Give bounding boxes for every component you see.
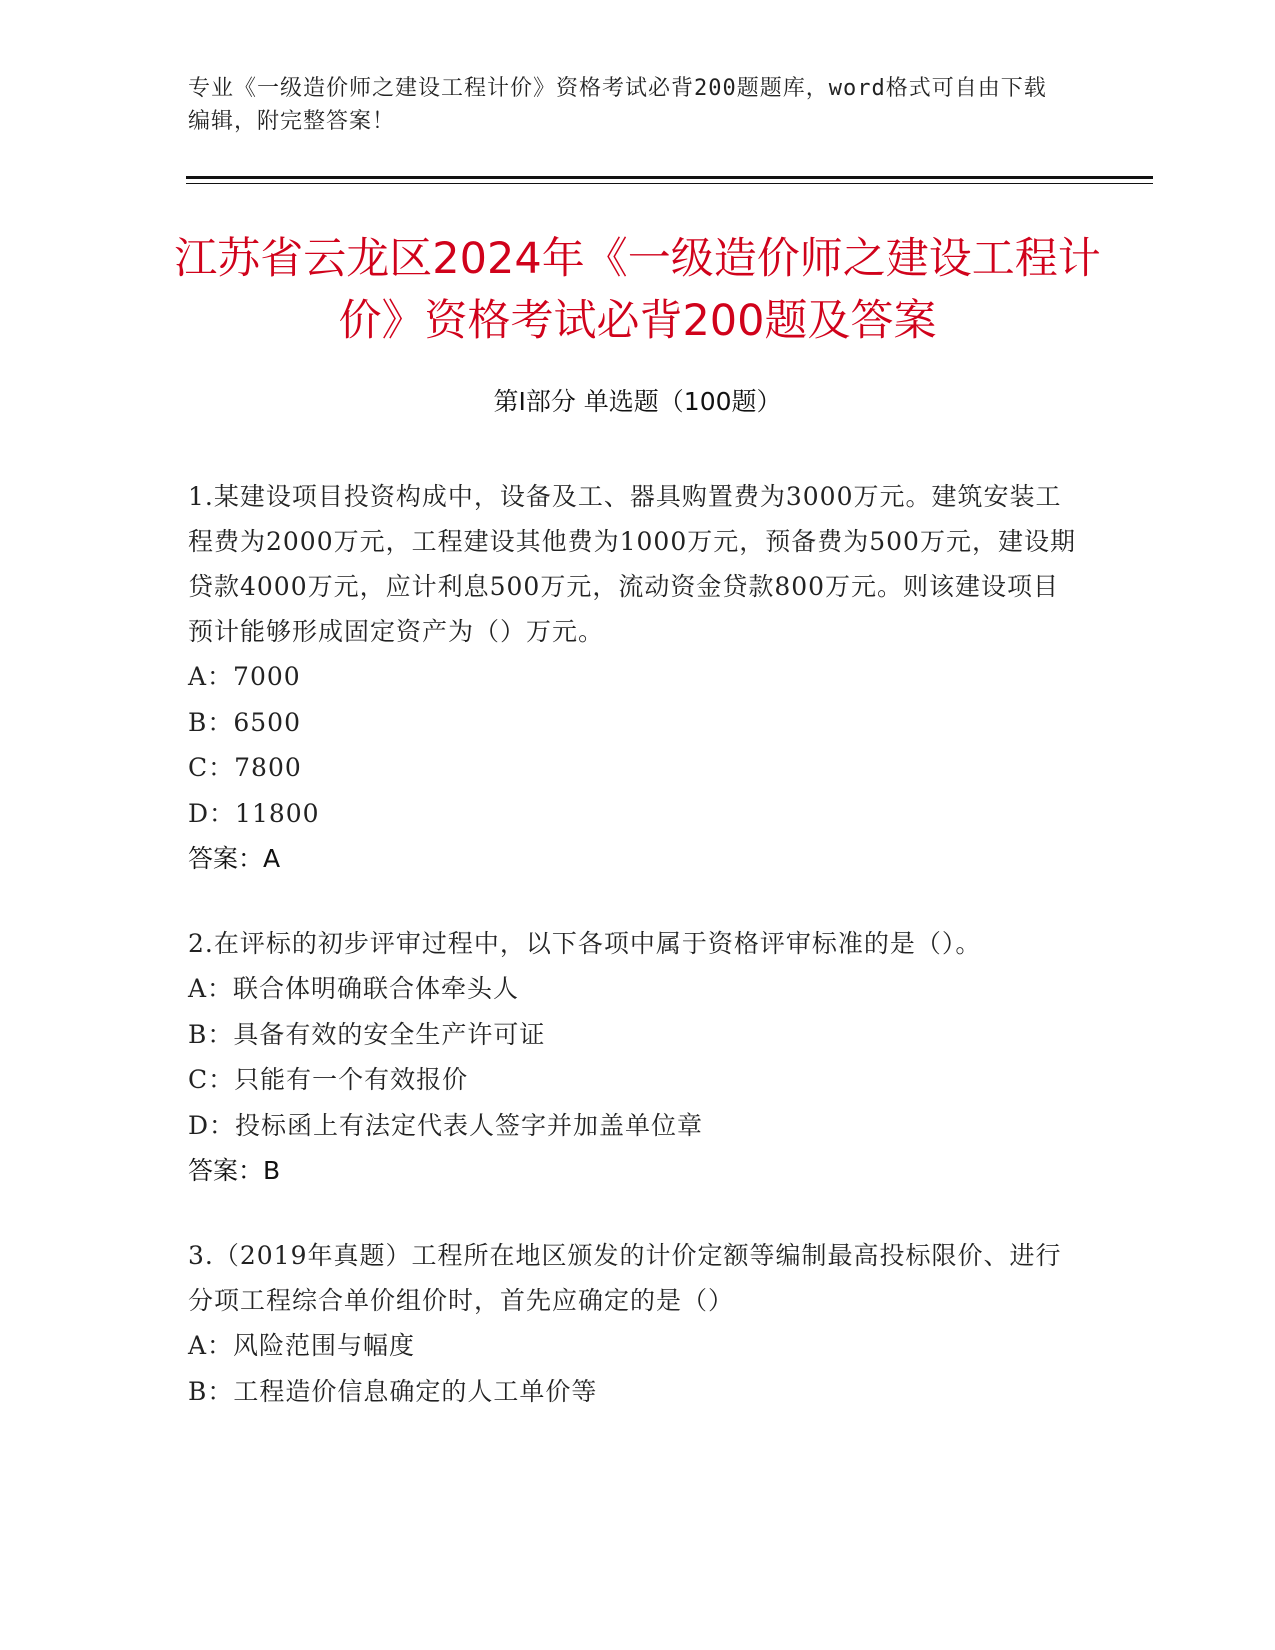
option-d: D：投标函上有法定代表人签字并加盖单位章 (188, 1110, 704, 1140)
question-3 (188, 1233, 1078, 1414)
question-stem: 3.（2019年真题）工程所在地区颁发的计价定额等编制最高投标限价、进行分项工程综合单价组价时，首先应确定的是（） (188, 1241, 1062, 1315)
section-title: 第Ⅰ部分 单选题（100题） (493, 387, 782, 416)
option-a: A：7000 (188, 662, 301, 691)
question-1 (188, 474, 1078, 881)
question-2 (188, 921, 1078, 1193)
option-a: A：风险范围与幅度 (188, 1331, 416, 1360)
header-note: 专业《一级造价师之建设工程计价》资格考试必背200题题库，word格式可自由下载编辑，附完整答案！ (188, 76, 1047, 134)
option-a: A：联合体明确联合体牵头人 (188, 974, 520, 1003)
answer: 答案：A (188, 844, 281, 873)
option-d: D：11800 (188, 798, 320, 828)
header-divider-thin (186, 183, 1153, 184)
question-list (188, 474, 1078, 1454)
header-divider-thick (186, 176, 1153, 179)
question-stem: 2.在评标的初步评审过程中，以下各项中属于资格评审标准的是（）。 (188, 929, 982, 958)
document-title: 江苏省云龙区2024年《一级造价师之建设工程计价》资格考试必背200题及答案 (174, 234, 1101, 346)
option-c: C：只能有一个有效报价 (188, 1065, 469, 1094)
option-c: C：7800 (188, 753, 302, 782)
option-b: B：工程造价信息确定的人工单价等 (188, 1376, 598, 1406)
question-stem: 1.某建设项目投资构成中，设备及工、器具购置费为3000万元。建筑安装工程费为2000万元，工程建设其他费为1000万元，预备费为500万元，建设期贷款4000万元，应计利息500万元，流动资金贷款800万元。则该建设项目预计能够形成固定资产为（）万元。 (188, 482, 1076, 646)
option-b: B：6500 (188, 707, 301, 737)
option-b: B：具备有效的安全生产许可证 (188, 1019, 546, 1049)
answer: 答案：B (188, 1156, 281, 1185)
